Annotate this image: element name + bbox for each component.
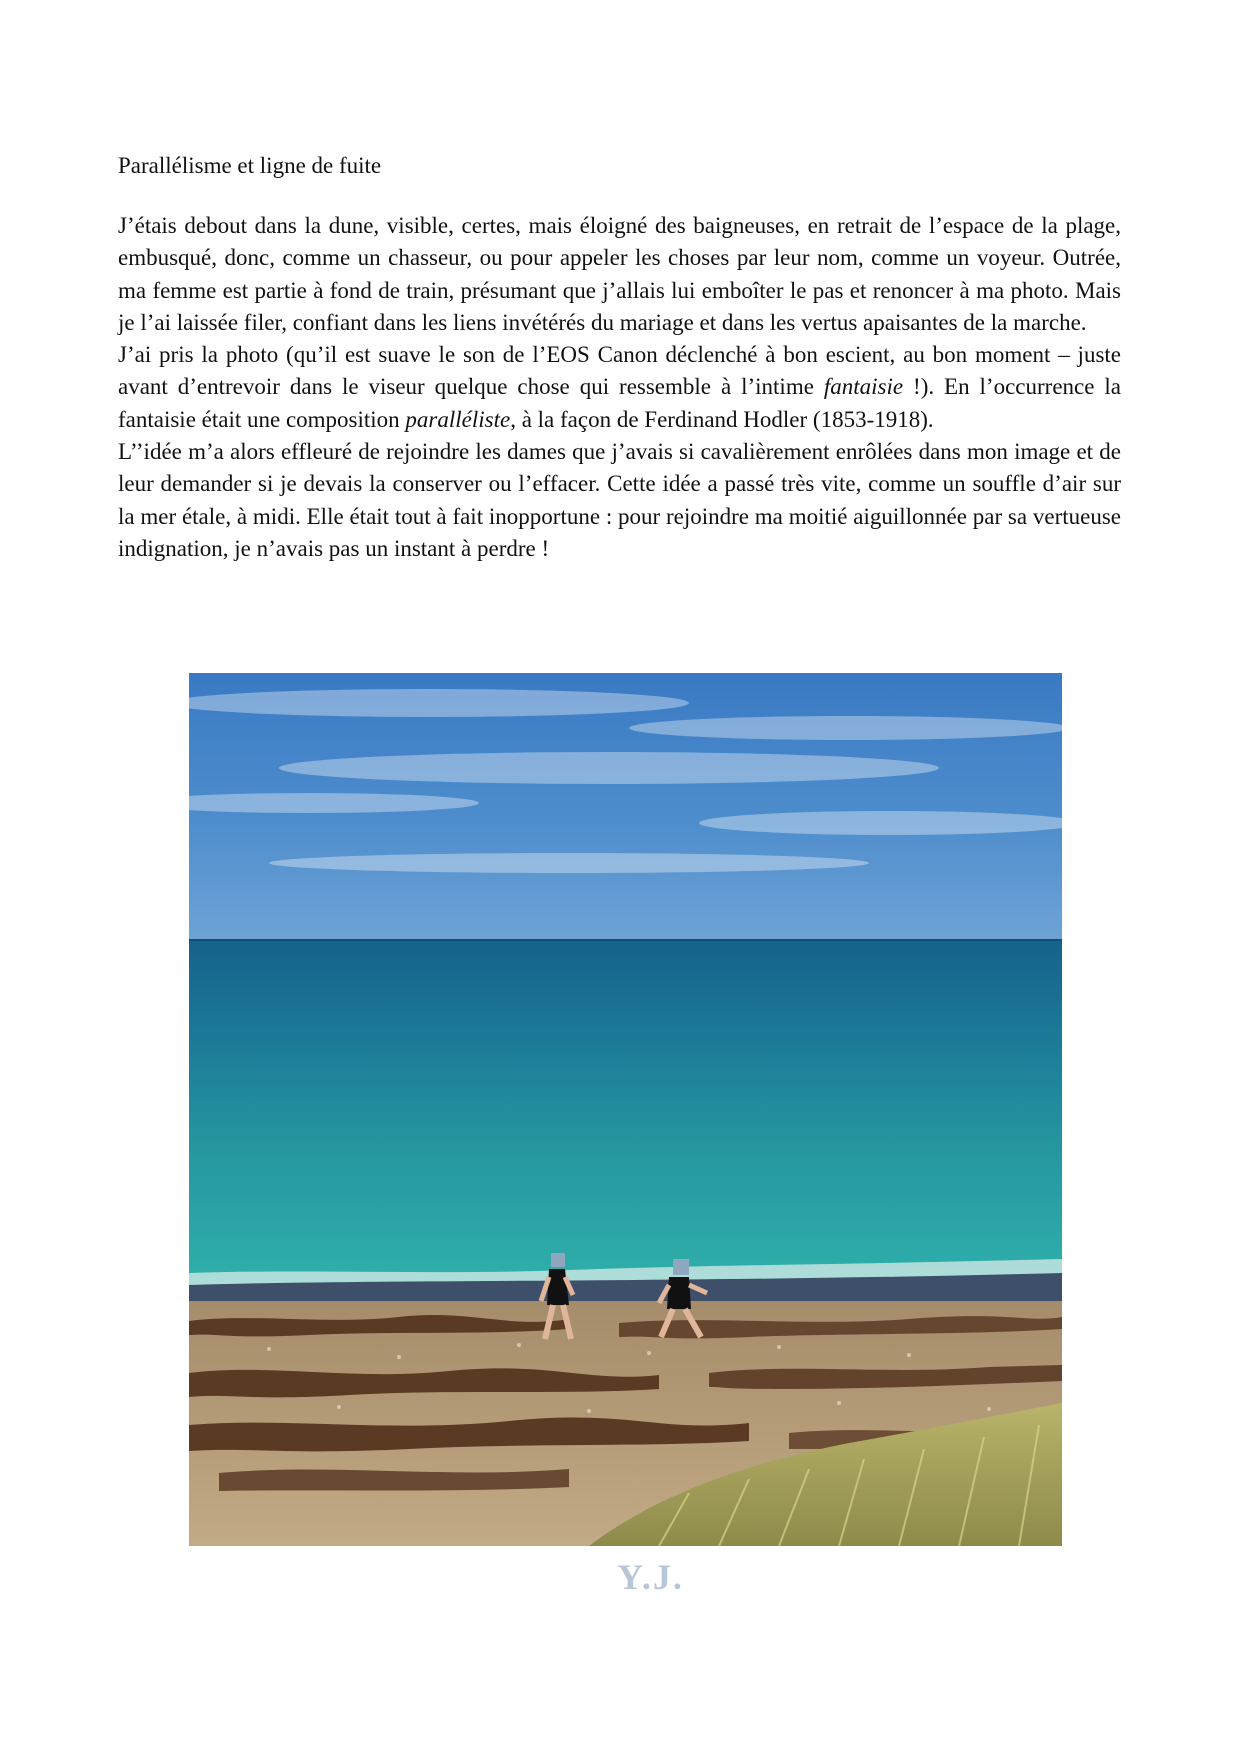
- author-signature: [0, 1556, 1241, 1598]
- text-run: !). En l’occurrence la fantaisie était une composition: [118, 374, 1121, 432]
- paragraph: [118, 210, 1121, 339]
- text-run: J’étais debout dans la dune, visible, certes, mais éloigné des baigneuses, en retrait de l’espace de la plage, embusqué, donc, comme un chasseur, ou pour appeler les choses par leur nom, comme un voyeur. Outrée, ma femme est partie à fond de train, présumant que j’allais lui emboîter le pas et renoncer à ma photo. Mais je l’ai laissée filer, confiant dans les liens invétérés du mariage et dans les vertus apaisantes de la marche.: [118, 213, 1121, 335]
- document-title: Parallélisme et ligne de fuite: [118, 153, 382, 178]
- paragraph: [118, 436, 1121, 565]
- text-run: L’’idée m’a alors effleuré de rejoindre les dames que j’avais si cavalièrement enrôlées dans mon image et de leur demander si je devais la conserver ou l’effacer. Cette idée a passé très vite, comme un souffle d’air sur la mer étale, à midi. Elle était tout à fait inopportune : pour rejoindre ma moitié aiguillonnée par sa vertueuse indignation, je n’avais pas un instant à perdre !: [118, 439, 1121, 561]
- sea: [189, 941, 1062, 1286]
- document-body: [118, 210, 1121, 565]
- italic-text-run: fantaisie: [823, 374, 904, 400]
- beach-photo: [189, 673, 1062, 1546]
- signature-text: Y.J.: [617, 1557, 684, 1597]
- text-run: J’ai pris la photo (qu’il est suave le son de l’EOS Canon déclenché à bon escient, au bon moment – juste avant d’entrevoir dans le viseur quelque chose qui ressemble à l’intime: [118, 342, 1121, 400]
- italic-text-run: paralléliste: [405, 406, 511, 432]
- text-run: , à la façon de Ferdinand Hodler (1853-1918).: [510, 406, 934, 432]
- paragraph: [118, 339, 1121, 436]
